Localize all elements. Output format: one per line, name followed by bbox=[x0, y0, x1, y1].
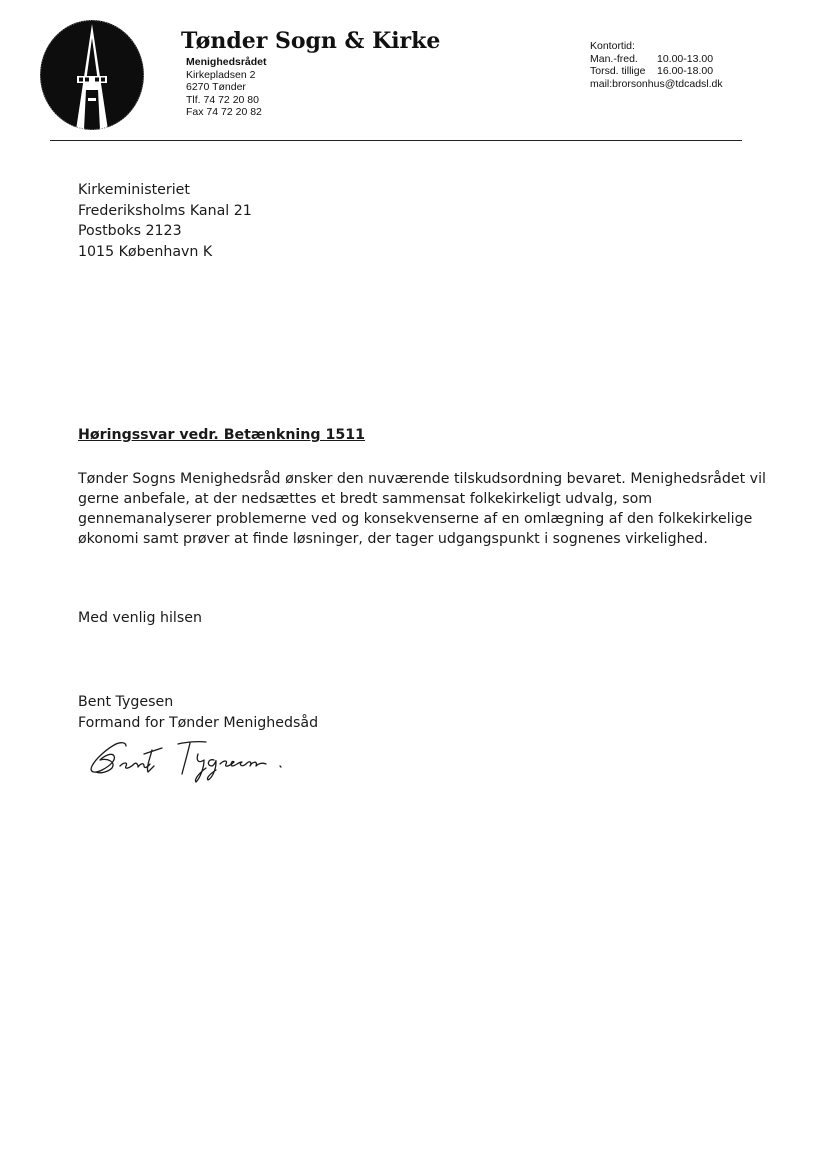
handwritten-signature bbox=[86, 736, 306, 786]
closing-salutation: Med venlig hilsen bbox=[78, 610, 202, 626]
org-contact-block bbox=[186, 56, 267, 119]
office-hours-row bbox=[590, 65, 723, 78]
body-line: gerne anbefale, at der nedsættes et bredt sammensat folkekirkeligt udvalg, som bbox=[78, 491, 653, 507]
office-hours-value: 16.00-18.00 bbox=[657, 65, 714, 78]
org-phone: Tlf. 74 72 20 80 bbox=[186, 93, 259, 106]
signer-name: Bent Tygesen bbox=[78, 694, 174, 710]
body-line: økonomi samt prøver at finde løsninger, der tager udgangspunkt i sognenes virkelighed. bbox=[78, 531, 708, 547]
office-hours-heading: Kontortid: bbox=[590, 40, 635, 52]
office-email: mail:brorsonhus@tdcadsl.dk bbox=[590, 77, 723, 90]
org-address-line: Kirkepladsen 2 bbox=[186, 68, 256, 81]
office-hours-value: 10.00-13.00 bbox=[657, 52, 714, 65]
body-line: Tønder Sogns Menighedsråd ønsker den nuværende tilskudsordning bevaret. Menighedsrådet vil bbox=[78, 471, 766, 487]
church-tower-logo-icon bbox=[40, 20, 145, 130]
org-address-line: 6270 Tønder bbox=[186, 81, 246, 94]
office-hours-label: Torsd. tillige bbox=[590, 65, 646, 78]
recipient-address bbox=[78, 180, 252, 262]
signer-block bbox=[78, 692, 318, 733]
recipient-line: Frederiksholms Kanal 21 bbox=[78, 202, 252, 219]
recipient-line: 1015 København K bbox=[78, 243, 213, 260]
letter-subject: Høringssvar vedr. Betænkning 1511 bbox=[78, 427, 365, 443]
org-subtitle: Menighedsrådet bbox=[186, 56, 267, 68]
letter-body bbox=[78, 469, 766, 549]
recipient-line: Kirkeministeriet bbox=[78, 182, 190, 198]
org-fax: Fax 74 72 20 82 bbox=[186, 106, 262, 119]
org-title: Tønder Sogn & Kirke bbox=[181, 28, 441, 54]
recipient-line: Postboks 2123 bbox=[78, 223, 182, 239]
signer-title: Formand for Tønder Menighedsåd bbox=[78, 714, 319, 731]
body-line: gennemanalyserer problemerne ved og konsekvenserne af en omlægning af den folkekirkelige bbox=[78, 511, 753, 527]
header-divider bbox=[50, 140, 742, 141]
office-hours-label: Man.-fred. bbox=[590, 52, 638, 65]
office-hours-block bbox=[590, 40, 723, 90]
office-hours-row bbox=[590, 53, 723, 66]
